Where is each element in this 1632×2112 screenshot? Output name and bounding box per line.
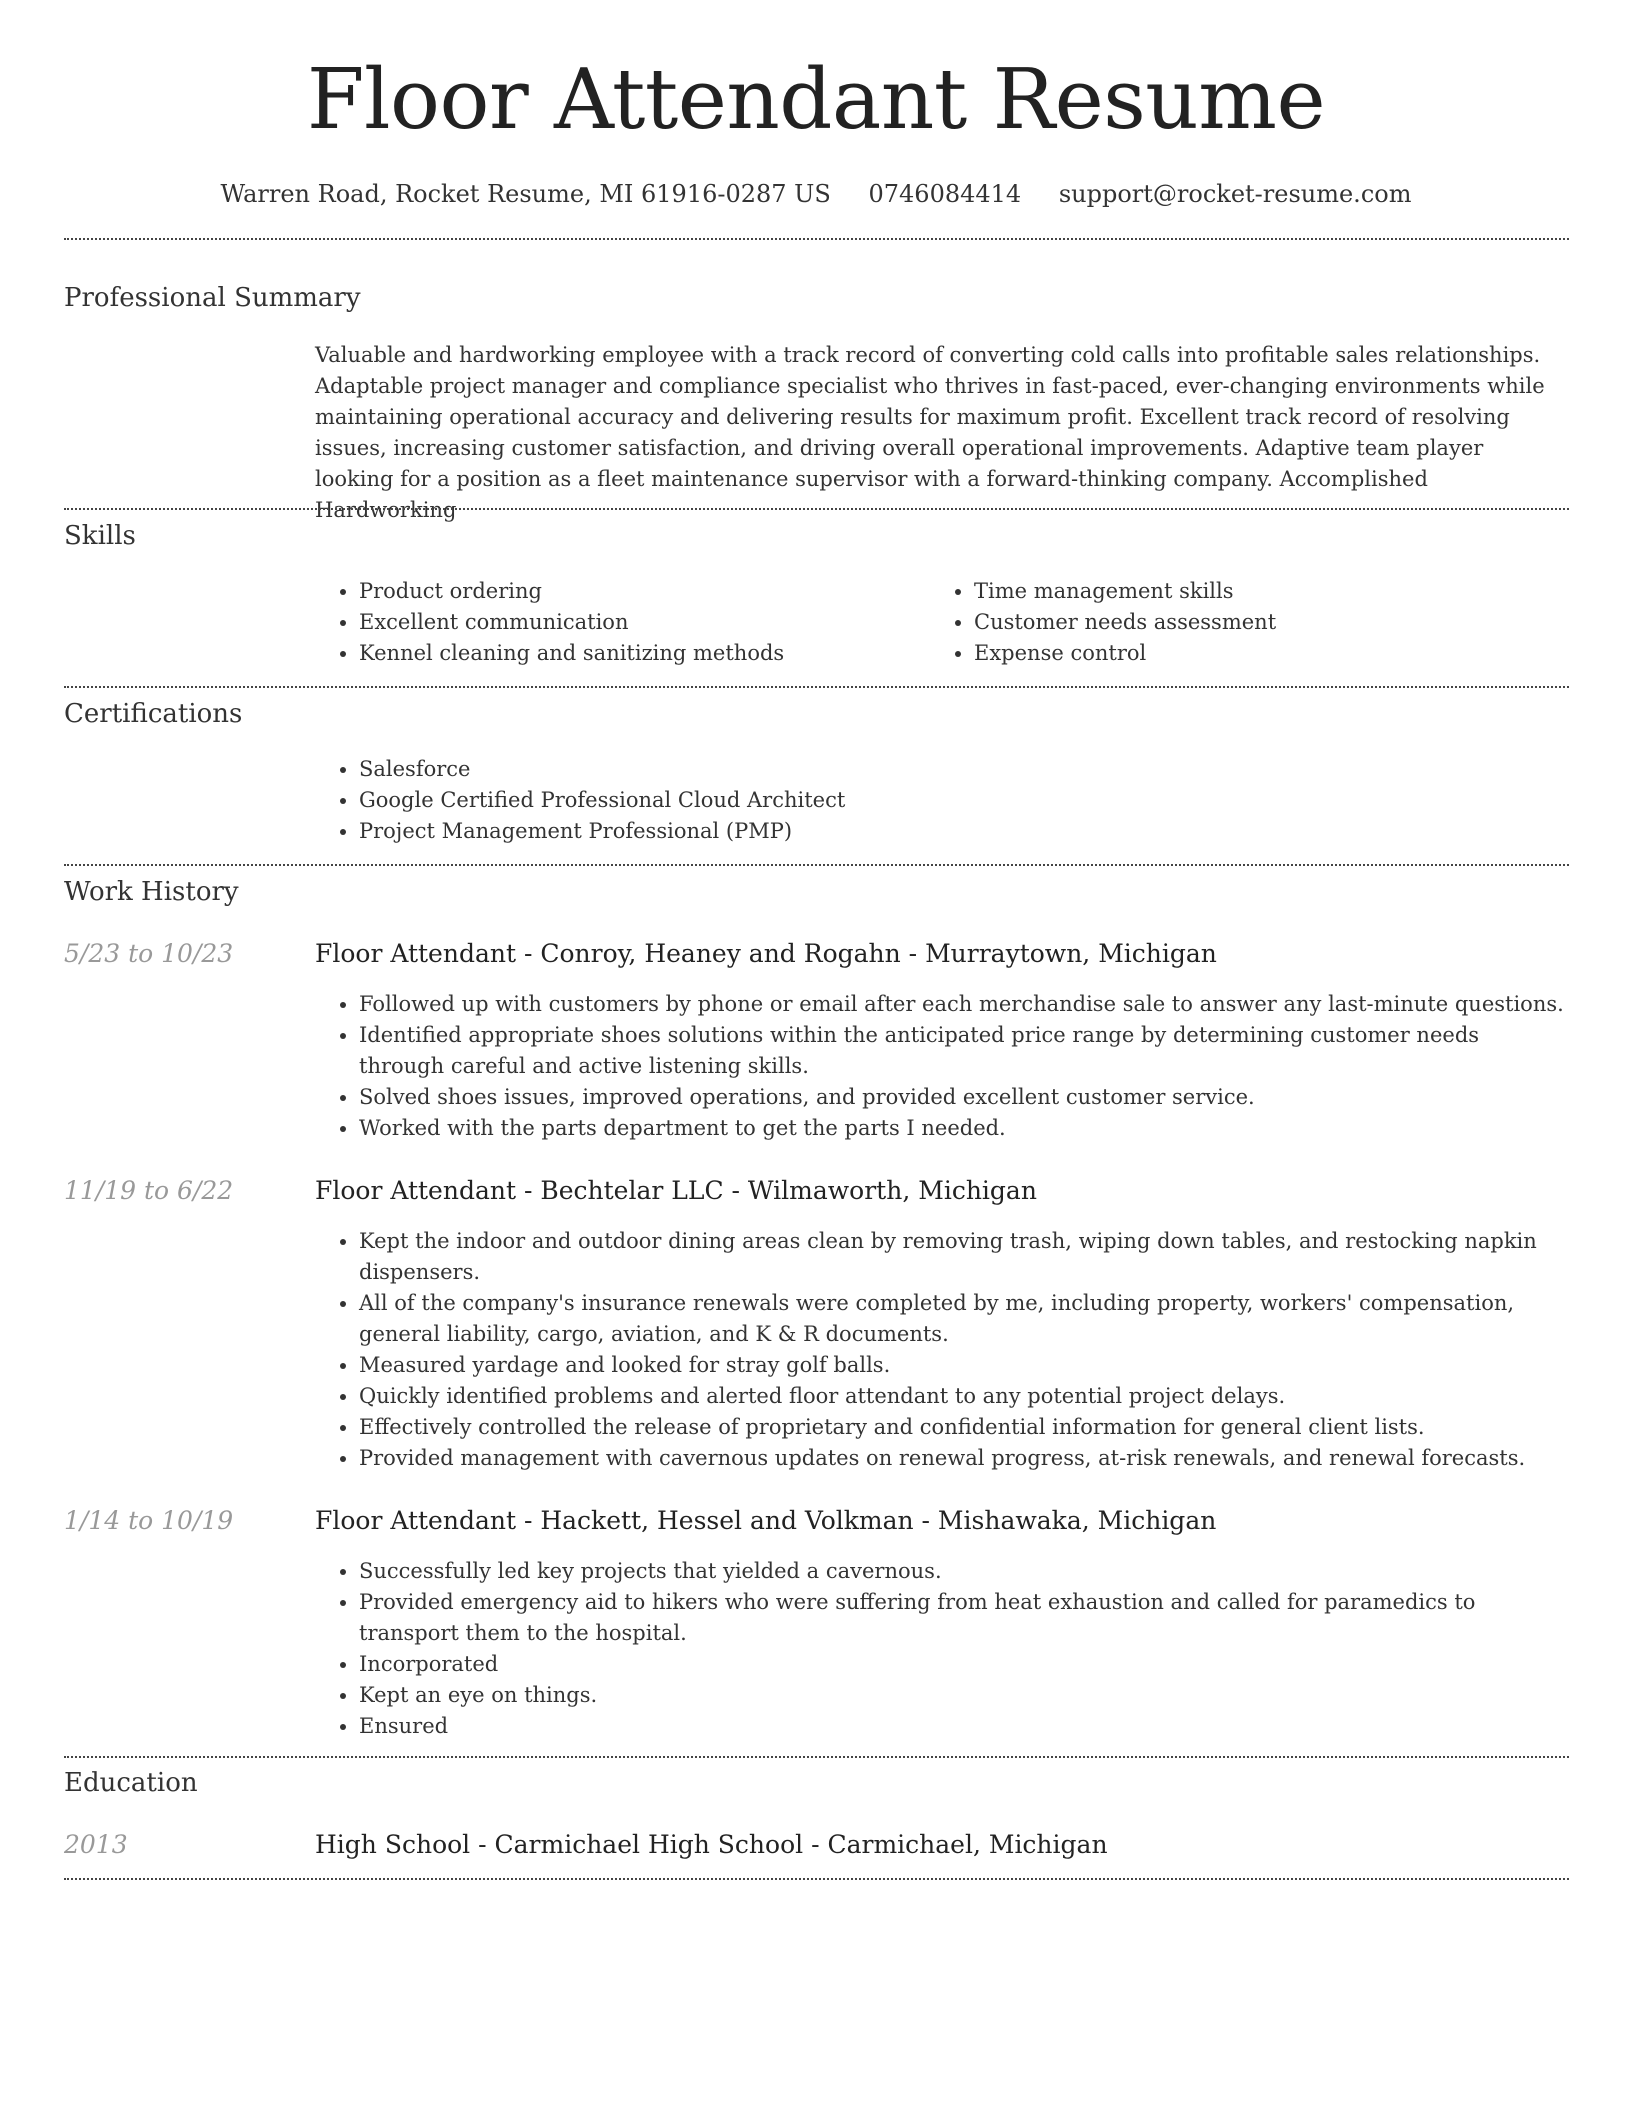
divider [64, 1756, 1569, 1758]
certification-item: • Salesforce [359, 754, 1559, 785]
divider [64, 686, 1569, 688]
skills-list-left [315, 576, 919, 669]
job-duty-item: • Ensured [359, 1711, 1569, 1742]
job-duty-item: • Followed up with customers by phone or email after each merchandise sale to answer any last-minute questions. [359, 989, 1569, 1020]
job-title: Floor Attendant - Bechtelar LLC - Wilmaworth, Michigan [315, 1176, 1037, 1205]
divider [64, 864, 1569, 866]
skill-item: • Kennel cleaning and sanitizing methods [359, 638, 919, 669]
education-title: High School - Carmichael High School - Carmichael, Michigan [315, 1830, 1108, 1859]
job-duty-item: • Effectively controlled the release of proprietary and confidential information for general client lists. [359, 1412, 1569, 1443]
section-heading-education: Education [64, 1768, 198, 1798]
job-duty-item: • Measured yardage and looked for stray golf balls. [359, 1350, 1569, 1381]
job-duty-item: • Kept the indoor and outdoor dining areas clean by removing trash, wiping down tables, and restocking napkin dispensers. [359, 1226, 1569, 1288]
job-title: Floor Attendant - Hackett, Hessel and Volkman - Mishawaka, Michigan [315, 1506, 1217, 1535]
section-heading-summary: Professional Summary [64, 283, 361, 313]
divider [64, 1878, 1569, 1880]
skill-item: • Time management skills [974, 576, 1574, 607]
skill-item: • Product ordering [359, 576, 919, 607]
job-duty-item: • Successfully led key projects that yielded a cavernous. [359, 1556, 1569, 1587]
skill-item: • Customer needs assessment [974, 607, 1574, 638]
job-duty-item: • All of the company's insurance renewals were completed by me, including property, workers' compensation, general liability, cargo, aviation, and K & R documents. [359, 1288, 1569, 1350]
resume-header [0, 0, 1632, 210]
contact-address: Warren Road, Rocket Resume, MI 61916-0287 US [220, 180, 831, 208]
education-year: 2013 [64, 1830, 128, 1859]
certification-item: • Project Management Professional (PMP) [359, 816, 1559, 847]
certification-item: • Google Certified Professional Cloud Architect [359, 785, 1559, 816]
contact-line [0, 178, 1632, 210]
skill-item: • Expense control [974, 638, 1574, 669]
skills-list-right [930, 576, 1574, 669]
job-duty-item: • Provided emergency aid to hikers who were suffering from heat exhaustion and called for paramedics to transport them to the hospital. [359, 1587, 1569, 1649]
job-dates: 5/23 to 10/23 [64, 939, 234, 968]
resume-title: Floor Attendant Resume [306, 51, 1326, 148]
divider [64, 508, 1569, 510]
job-duty-item: • Provided management with cavernous updates on renewal progress, at-risk renewals, and renewal forecasts. [359, 1443, 1569, 1474]
skill-item: • Excellent communication [359, 607, 919, 638]
job-duties-list [315, 1556, 1569, 1742]
job-duty-item: • Incorporated [359, 1649, 1569, 1680]
contact-email: support@rocket-resume.com [1058, 180, 1412, 208]
section-heading-skills: Skills [64, 521, 136, 551]
job-duty-item: • Kept an eye on things. [359, 1680, 1569, 1711]
divider [64, 238, 1569, 240]
job-duties-list [315, 989, 1569, 1144]
job-duty-item: • Quickly identified problems and alerted floor attendant to any potential project delays. [359, 1381, 1569, 1412]
section-heading-work-history: Work History [64, 877, 239, 907]
section-heading-certifications: Certifications [64, 699, 243, 729]
job-title: Floor Attendant - Conroy, Heaney and Rogahn - Murraytown, Michigan [315, 939, 1217, 968]
summary-text: Valuable and hardworking employee with a track record of converting cold calls into profitable sales relationships. Adaptable project manager and compliance specialist who thrives in fast-paced, ever-changing environments while maintaining operational accuracy and delivering results for maximum profit. Excellent track record of resolving issues, increasing customer satisfaction, and driving overall operational improvements. Adaptive team player looking for a position as a fleet maintenance supervisor with a forward-thinking company. Accomplished Hardworking [315, 343, 1545, 522]
job-duty-item: • Solved shoes issues, improved operations, and provided excellent customer service. [359, 1082, 1569, 1113]
certifications-list [315, 754, 1559, 847]
job-duty-item: • Identified appropriate shoes solutions within the anticipated price range by determining customer needs through careful and active listening skills. [359, 1020, 1569, 1082]
contact-phone: 0746084414 [868, 180, 1022, 208]
job-dates: 1/14 to 10/19 [64, 1506, 234, 1535]
job-dates: 11/19 to 6/22 [64, 1176, 234, 1205]
job-duties-list [315, 1226, 1569, 1474]
job-duty-item: • Worked with the parts department to get the parts I needed. [359, 1113, 1569, 1144]
